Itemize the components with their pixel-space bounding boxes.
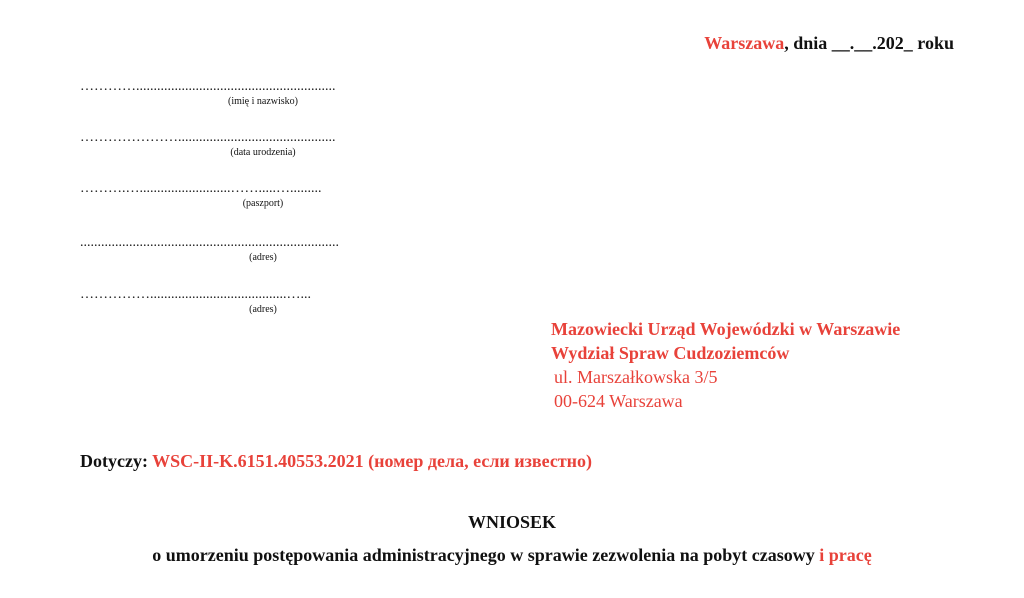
date-text: , dnia __.__.202_ roku <box>784 33 954 53</box>
fill-in-dots: …………………............................................. <box>80 131 336 145</box>
applicant-birthdate-field <box>80 131 446 159</box>
fill-in-dots: ……….…..........................…….....…......... <box>80 182 322 196</box>
recipient-department: Wydział Spraw Cudzoziemców <box>551 343 790 363</box>
city-name: Warszawa <box>704 33 785 53</box>
field-caption: (data urodzenia) <box>230 147 296 158</box>
subtitle-main: o umorzeniu postępowania administracyjnego w sprawie zezwolenia na pobyt czasowy <box>152 545 820 565</box>
concerns-label: Dotyczy: <box>80 451 153 471</box>
document-subtitle <box>0 545 1024 566</box>
case-number: WSC-II-K.6151.40553.2021 (номер дела, если известно) <box>152 451 593 471</box>
document-title: WNIOSEK <box>467 512 557 532</box>
applicant-passport-field <box>80 182 446 210</box>
field-caption: (imię i nazwisko) <box>228 96 298 107</box>
fill-in-dots: …………….......................................…... <box>80 288 311 302</box>
recipient-office: Mazowiecki Urząd Wojewódzki w Warszawie <box>551 319 901 339</box>
concerns-line <box>80 451 592 472</box>
field-caption: (adres) <box>249 304 277 315</box>
recipient-postal-city: 00-624 Warszawa <box>554 391 683 411</box>
field-caption: (adres) <box>249 252 277 263</box>
applicant-address-field <box>80 236 446 264</box>
recipient-street: ul. Marszałkowska 3/5 <box>554 367 718 387</box>
field-caption: (paszport) <box>242 198 284 209</box>
subtitle-highlight: i pracę <box>819 545 872 565</box>
fill-in-dots: .......................................................................... <box>80 236 339 250</box>
applicant-address-field-2 <box>80 288 446 316</box>
applicant-name-field <box>80 80 446 108</box>
recipient-block <box>551 317 900 413</box>
place-date-line <box>704 33 954 54</box>
fill-in-dots: …………......................................................... <box>80 80 336 94</box>
